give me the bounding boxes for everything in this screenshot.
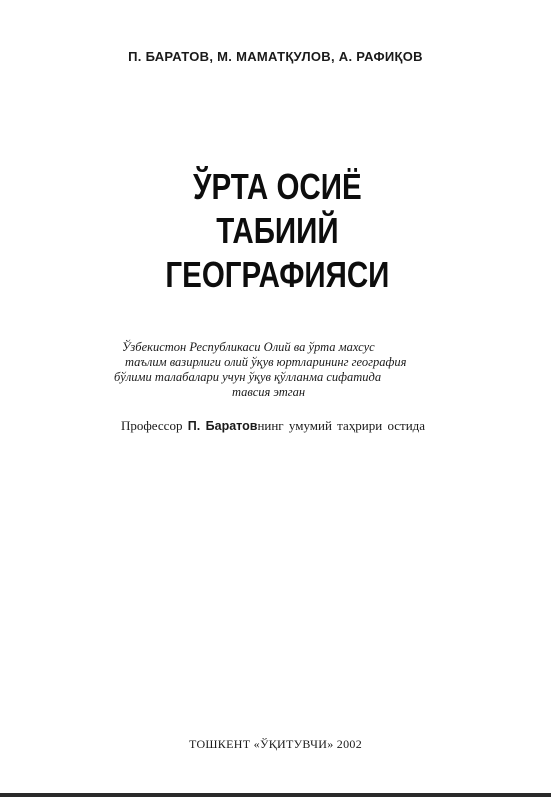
publisher-imprint: ТОШКЕНТ «ЎҚИТУВЧИ» 2002 xyxy=(188,737,363,751)
ministry-approval-note xyxy=(114,340,494,400)
book-title-line-3: ГЕОГРАФИЯСИ xyxy=(165,254,390,295)
book-title xyxy=(51,165,503,297)
editor-credit xyxy=(121,418,425,434)
book-title-line-2: ТАБИИЙ xyxy=(216,210,339,251)
bottom-edge-rule xyxy=(0,793,551,797)
approval-line-4: тавсия этган xyxy=(232,385,306,399)
approval-line-1: Ўзбекистон Республикаси Олий ва ўрта махсус xyxy=(122,340,375,354)
editor-suffix: нинг умумий таҳрири остида xyxy=(257,418,426,433)
authors-line: П. БАРАТОВ, М. МАМАТҚУЛОВ, А. РАФИҚОВ xyxy=(128,49,423,64)
editor-name: П. Баратов xyxy=(187,419,258,433)
approval-line-3: бўлими талабалари учун ўқув қўлланма сифатида xyxy=(114,370,382,384)
approval-line-2: таълим вазирлиги олий ўқув юртларининг география xyxy=(125,355,407,369)
book-title-line-1: ЎРТА ОСИЁ xyxy=(193,166,362,207)
editor-prefix: Профессор xyxy=(121,418,183,433)
